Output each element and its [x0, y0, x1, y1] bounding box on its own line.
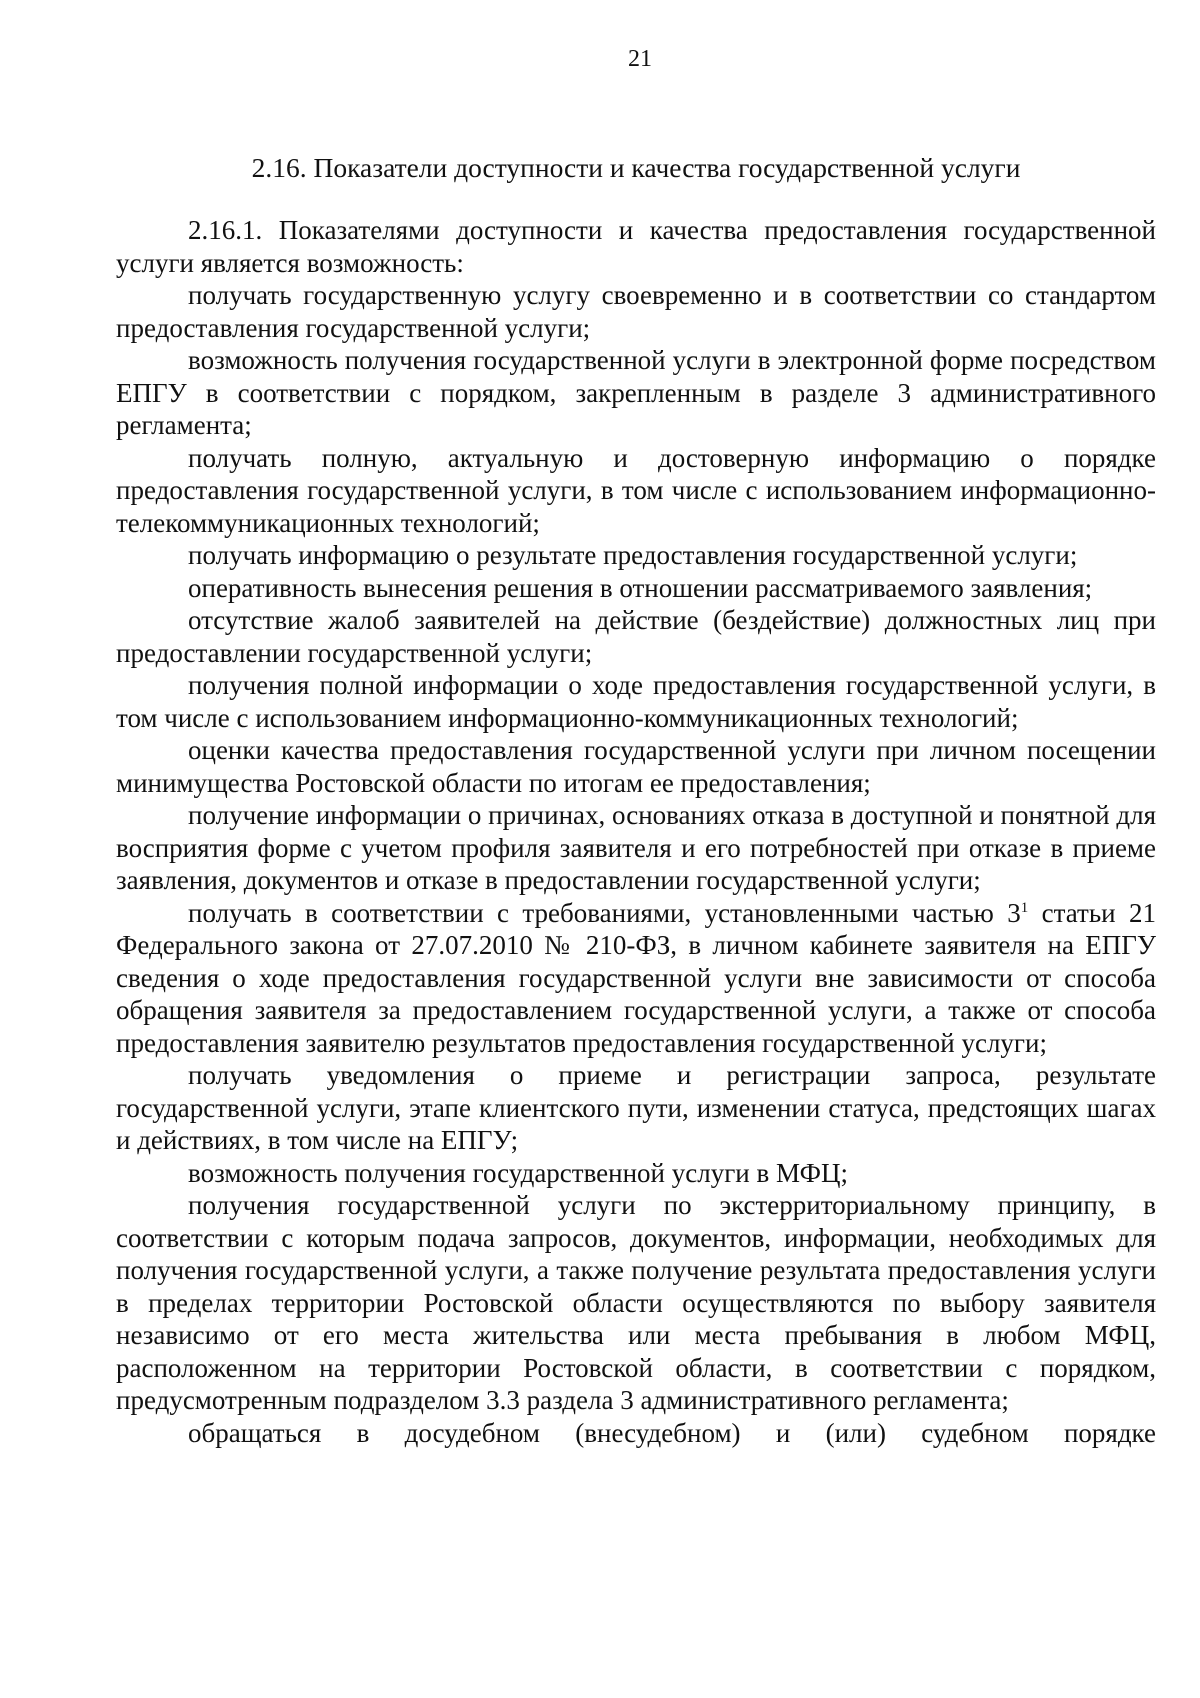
superscript: 1 — [1020, 899, 1029, 916]
paragraph: получения государственной услуги по экстерриториальному принципу, в соответствии с которым подача запросов, документов, информации, необходимых для получения государственной услуги, а также получение результата предоставления услуги в пределах территории Ростовской области осуществляются по выбору заявителя независимо от его места жительства или места пребывания в любом МФЦ, расположенном на территории Ростовской области, в соответствии с порядком, предусмотренным подразделом 3.3 раздела 3 административного регламента; — [116, 1190, 1156, 1415]
paragraph: получать информацию о результате предоставления государственной услуги; — [188, 540, 1078, 570]
paragraph: оценки качества предоставления государственной услуги при личном посещении минимущества Ростовской области по итогам ее предоставления; — [116, 735, 1156, 798]
paragraph: обращаться в досудебном (внесудебном) и (или) судебном порядке — [188, 1417, 1156, 1448]
paragraph: получения полной информации о ходе предоставления государственной услуги, в том числе с использованием информационно-коммуникационных технологий; — [116, 670, 1156, 733]
paragraph: получать государственную услугу своевременно и в соответствии со стандартом предоставления государственной услуги; — [116, 280, 1156, 343]
paragraph-with-superscript — [116, 897, 1156, 1060]
paragraph: получение информации о причинах, основаниях отказа в доступной и понятной для восприятия форме с учетом профиля заявителя и его потребностей при отказе в приеме заявления, документов и отказе в предоставлении государственной услуги; — [116, 800, 1156, 895]
paragraph: возможность получения государственной услуги в электронной форме посредством ЕПГУ в соответствии с порядком, закрепленным в разделе 3 административного регламента; — [116, 345, 1156, 440]
paragraph: получать уведомления о приеме и регистрации запроса, результате государственной услуги, этапе клиентского пути, изменении статуса, предстоящих шагах и действиях, в том числе на ЕПГУ; — [116, 1060, 1156, 1155]
paragraph: 2.16.1. Показателями доступности и качества предоставления государственной услуги является возможность: — [116, 215, 1156, 278]
paragraph: отсутствие жалоб заявителей на действие (бездействие) должностных лиц при предоставлении государственной услуги; — [116, 605, 1156, 668]
paragraph: возможность получения государственной услуги в МФЦ; — [188, 1157, 848, 1188]
paragraph: получать полную, актуальную и достоверную информацию о порядке предоставления государственной услуги, в том числе с использованием информационно-телекоммуникационных технологий; — [116, 442, 1156, 538]
section-heading: 2.16. Показатели доступности и качества государственной услуги — [251, 152, 1021, 183]
page-number: 21 — [628, 46, 652, 72]
paragraph: оперативность вынесения решения в отношении рассматриваемого заявления; — [188, 572, 1093, 603]
paragraph-text: получать в соответствии с требованиями, установленными частью 3 — [188, 897, 1021, 928]
body-text — [116, 214, 1156, 1449]
paragraph-text: статьи 21 Федерального закона от 27.07.2010 № 210-ФЗ, в личном кабинете заявителя на ЕПГУ сведения о ходе предоставления государственной услуги вне зависимости от способа обращения заявителя за предоставлением государственной услуги, а также от способа предоставления заявителю результатов предоставления государственной услуги; — [116, 897, 1157, 1058]
